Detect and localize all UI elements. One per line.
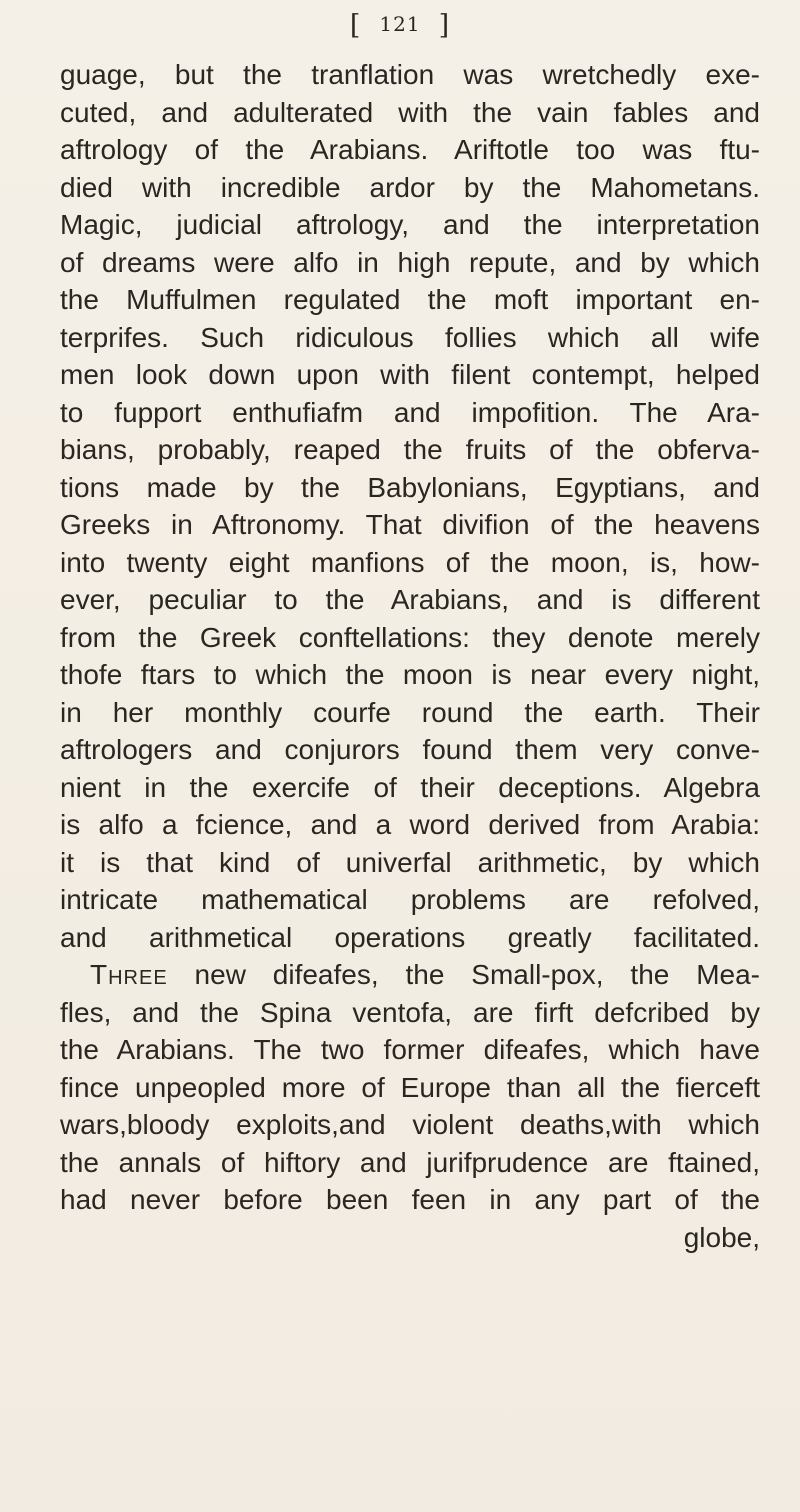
text-line: Magic, judicial aftrology, and the interpretation bbox=[60, 209, 760, 240]
text-line: fince unpeopled more of Europe than all the fierceft bbox=[60, 1071, 760, 1103]
text-line: died with incredible ardor by the Mahometans. bbox=[60, 171, 760, 203]
text-line: the Arabians. The two former difeafes, which have bbox=[60, 1034, 760, 1065]
text-line: it is that kind of univerfal arithmetic, by which bbox=[60, 846, 760, 878]
paragraph-opening-line bbox=[60, 956, 760, 994]
page-number: 121 bbox=[379, 12, 421, 36]
text-line: the annals of hiftory and jurifprudence are ftained, bbox=[60, 1146, 760, 1178]
text-line: terprifes. Such ridiculous follies which all wife bbox=[60, 321, 760, 353]
text-line: men look down upon with filent contempt, helped bbox=[60, 359, 760, 390]
text-line: to fupport enthufiafm and impofition. The Ara- bbox=[60, 396, 760, 428]
text-line: is alfo a fcience, and a word derived from Arabia: bbox=[60, 809, 760, 840]
text-line: into twenty eight manfions of the moon, is, how- bbox=[60, 546, 760, 578]
text-line: the Muffulmen regulated the moft important en- bbox=[60, 284, 760, 315]
text-line: aftrology of the Arabians. Ariftotle too was ftu- bbox=[60, 134, 760, 165]
body-text bbox=[60, 56, 760, 1256]
paragraph-lead-word: Three bbox=[90, 959, 168, 990]
text-line: tions made by the Babylonians, Egyptians, and bbox=[60, 471, 760, 503]
text-line: wars,bloody exploits,and violent deaths,with which bbox=[60, 1109, 760, 1140]
bracket-close: ] bbox=[438, 10, 451, 41]
text-line: guage, but the tranflation was wretchedly exe- bbox=[60, 59, 760, 90]
text-line: of dreams were alfo in high repute, and by which bbox=[60, 246, 760, 278]
text-line: had never before been feen in any part of the bbox=[60, 1184, 760, 1215]
text-line: in her monthly courfe round the earth. Their bbox=[60, 696, 760, 728]
bracket-open: [ bbox=[349, 10, 362, 41]
text-line: nient in the exercife of their deceptions. Algebra bbox=[60, 771, 760, 803]
paragraph-lead-rest: new difeafes, the Small-pox, the Mea- bbox=[194, 959, 761, 990]
text-line: Greeks in Aftronomy. That divifion of the heavens bbox=[60, 509, 760, 540]
text-line: cuted, and adulterated with the vain fables and bbox=[60, 96, 760, 128]
text-line: aftrologers and conjurors found them very conve- bbox=[60, 734, 760, 765]
text-line: intricate mathematical problems are refolved, bbox=[60, 884, 760, 915]
text-line: and arithmetical operations greatly facilitated. bbox=[60, 921, 760, 953]
page-header bbox=[0, 10, 800, 41]
text-line: fles, and the Spina ventofa, are firft defcribed by bbox=[60, 996, 760, 1028]
text-line: ever, peculiar to the Arabians, and is different bbox=[60, 584, 760, 615]
text-line: thofe ftars to which the moon is near every night, bbox=[60, 659, 760, 690]
text-line: from the Greek conftellations: they denote merely bbox=[60, 621, 760, 653]
text-line: bians, probably, reaped the fruits of the obferva- bbox=[60, 434, 760, 465]
catchword: globe, bbox=[683, 1221, 760, 1253]
